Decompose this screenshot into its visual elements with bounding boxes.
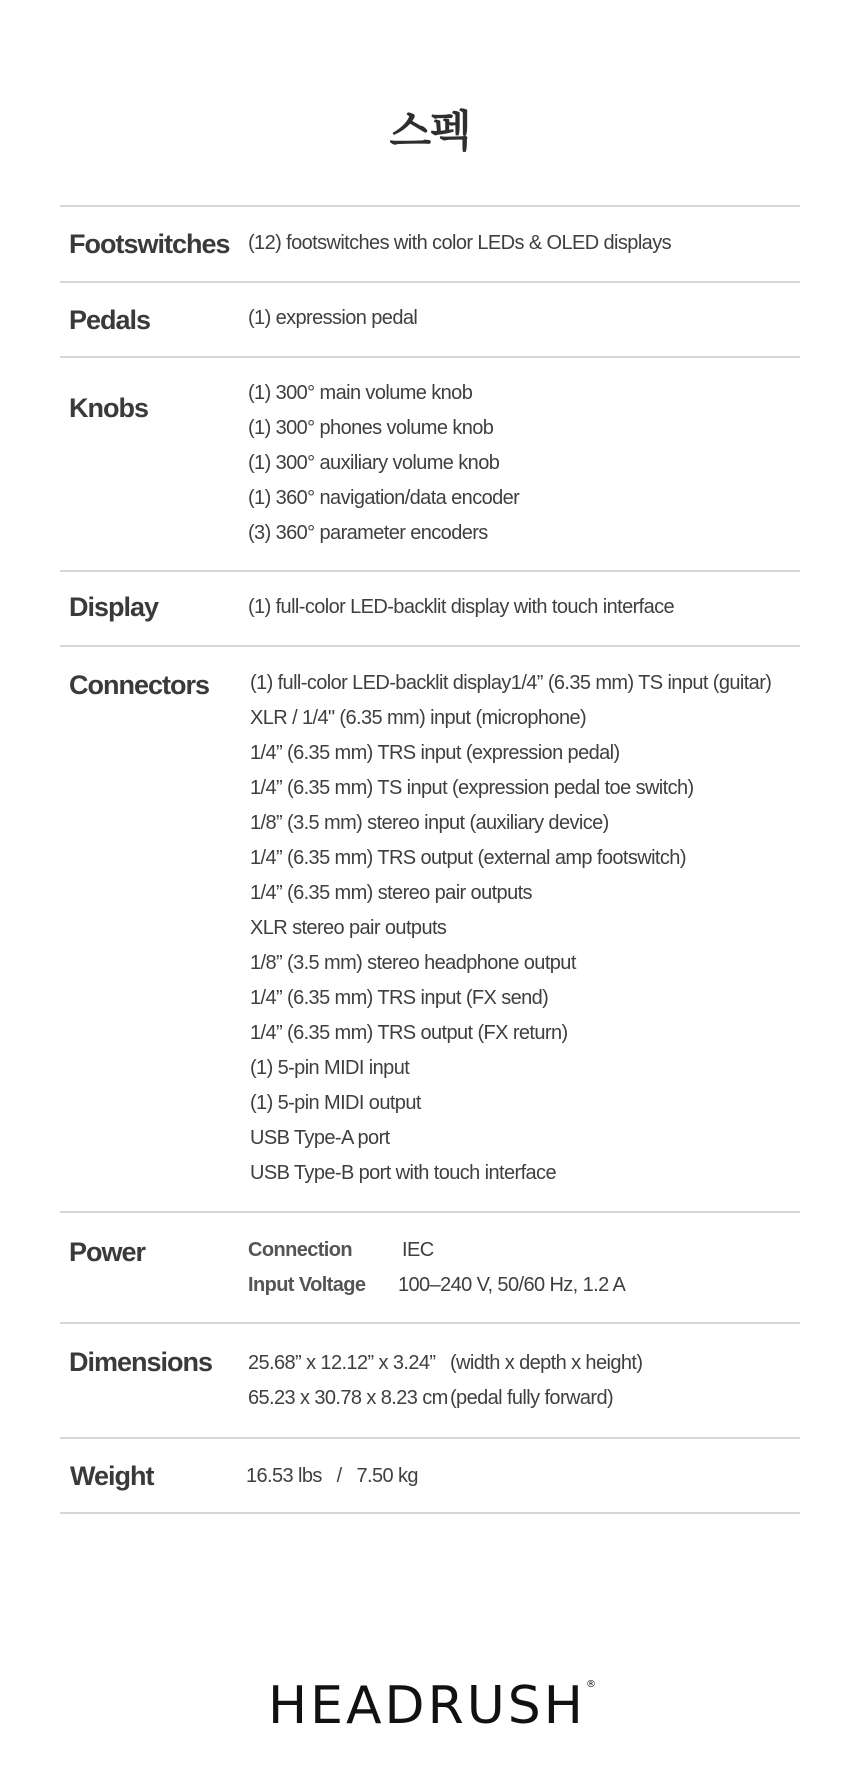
spec-label-weight: Weight: [70, 1461, 154, 1491]
headrush-logo: [0, 1667, 860, 1742]
spec-label-knobs: Knobs: [69, 393, 148, 423]
spec-row-pedals: [60, 281, 800, 356]
logo-wordmark: HEADRUSH: [268, 1676, 586, 1736]
power-connection-value: IEC: [402, 1239, 434, 1261]
spec-line: (1) 300° main volume knob: [248, 382, 473, 404]
dimensions-imperial-note: (width x depth x height): [450, 1352, 643, 1374]
spec-value-power: [248, 1213, 800, 1322]
spec-value-connectors: [248, 647, 800, 1211]
spec-value-weight: [246, 1439, 800, 1512]
spec-row-power: [60, 1211, 800, 1322]
spec-label-footswitches: Footswitches: [69, 229, 230, 259]
dimensions-metric-note: (pedal fully forward): [450, 1387, 614, 1409]
spec-label-connectors: Connectors: [69, 670, 210, 700]
spec-line: (12) footswitches with color LEDs & OLED displays: [248, 232, 671, 254]
logo-registered-mark: ®: [586, 1679, 596, 1690]
spec-line: 1/8” (3.5 mm) stereo input (auxiliary device): [250, 812, 609, 834]
spec-table: [60, 205, 800, 1514]
spec-line: USB Type-B port with touch interface: [250, 1162, 556, 1184]
spec-label-pedals: Pedals: [69, 305, 151, 335]
spec-line: 1/4” (6.35 mm) TS input (expression pedal toe switch): [250, 777, 694, 799]
power-voltage-key: Input Voltage: [248, 1274, 366, 1296]
weight-value: 16.53 lbs / 7.50 kg: [246, 1465, 418, 1487]
power-connection-key: Connection: [248, 1239, 352, 1261]
spec-line: (1) 300° phones volume knob: [248, 417, 494, 439]
spec-line: (1) 5-pin MIDI input: [250, 1057, 410, 1079]
spec-label-dimensions: Dimensions: [69, 1347, 213, 1377]
spec-value-dimensions: [248, 1324, 800, 1437]
dimensions-metric-line: [248, 1381, 800, 1416]
dimensions-imperial-line: [248, 1346, 800, 1381]
spec-row-knobs: [60, 356, 800, 570]
spec-line: 1/4” (6.35 mm) stereo pair outputs: [250, 882, 532, 904]
power-connection-line: [248, 1233, 800, 1268]
spec-line: (1) full-color LED-backlit display with touch interface: [248, 596, 675, 618]
spec-label-display: Display: [69, 592, 159, 622]
spec-line: USB Type-A port: [250, 1127, 390, 1149]
spec-line: (1) 360° navigation/data encoder: [248, 487, 520, 509]
page-title: 스펙: [389, 107, 471, 157]
spec-line: XLR stereo pair outputs: [250, 917, 447, 939]
spec-line: (1) expression pedal: [248, 307, 418, 329]
logo-graphic: [260, 1667, 600, 1737]
spec-row-display: [60, 570, 800, 645]
spec-row-dimensions: [60, 1322, 800, 1437]
spec-value-display: [248, 572, 800, 645]
spec-line: 1/8” (3.5 mm) stereo headphone output: [250, 952, 576, 974]
spec-line: (1) full-color LED-backlit display1/4” (6.35 mm) TS input (guitar): [250, 672, 772, 694]
spec-value-knobs: [248, 358, 800, 570]
spec-line: 1/4” (6.35 mm) TRS output (FX return): [250, 1022, 568, 1044]
power-voltage-line: [248, 1268, 800, 1303]
spec-row-connectors: [60, 645, 800, 1211]
spec-line: (1) 5-pin MIDI output: [250, 1092, 421, 1114]
spec-line: 1/4” (6.35 mm) TRS input (expression pedal): [250, 742, 620, 764]
spec-value-pedals: [248, 283, 800, 356]
spec-line: (1) 300° auxiliary volume knob: [248, 452, 500, 474]
spec-row-weight: [60, 1437, 800, 1514]
spec-line: (3) 360° parameter encoders: [248, 522, 488, 544]
spec-line: 1/4” (6.35 mm) TRS input (FX send): [250, 987, 549, 1009]
spec-value-footswitches: [248, 207, 800, 281]
spec-label-power: Power: [69, 1237, 146, 1267]
dimensions-imperial: 25.68” x 12.12” x 3.24”: [248, 1352, 436, 1374]
spec-line: 1/4” (6.35 mm) TRS output (external amp footswitch): [250, 847, 686, 869]
dimensions-metric: 65.23 x 30.78 x 8.23 cm: [248, 1387, 448, 1409]
spec-row-footswitches: [60, 205, 800, 281]
spec-line: XLR / 1/4" (6.35 mm) input (microphone): [250, 707, 587, 729]
power-voltage-value: 100–240 V, 50/60 Hz, 1.2 A: [398, 1274, 626, 1296]
